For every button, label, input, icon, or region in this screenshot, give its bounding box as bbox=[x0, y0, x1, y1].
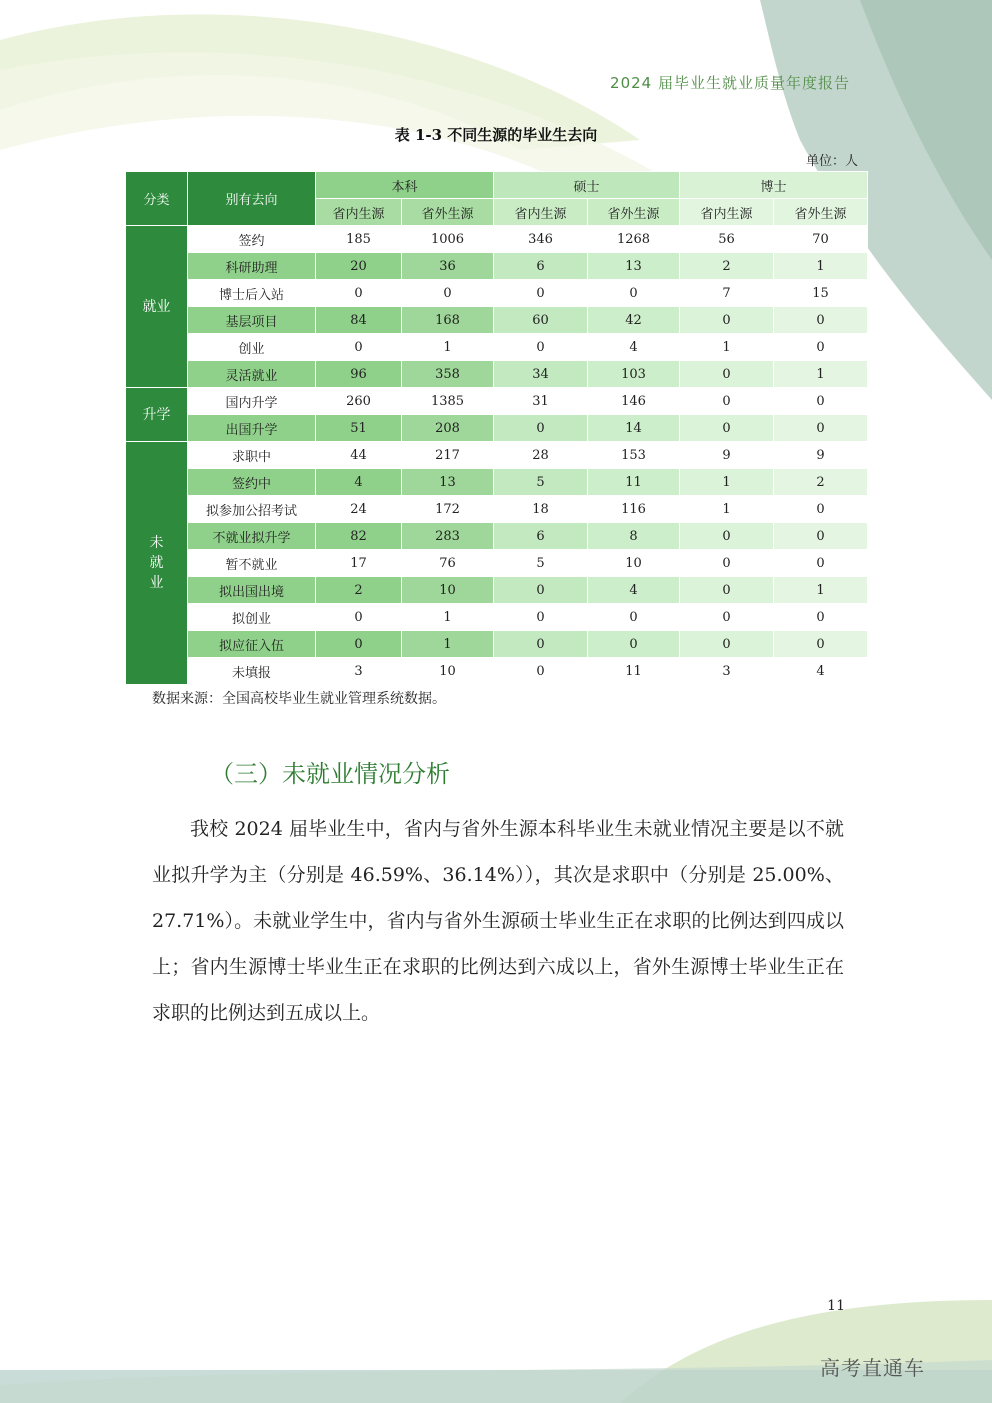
value-cell: 2 bbox=[774, 469, 868, 496]
value-cell: 283 bbox=[402, 523, 494, 550]
value-cell: 9 bbox=[774, 442, 868, 469]
section-paragraph: 我校 2024 届毕业生中，省内与省外生源本科毕业生未就业情况主要是以不就业拟升学为主（分别是 46.59%、36.14%）），其次是求职中（分别是 25.00%、27.71%）。未就业学生中，省内与省外生源硕士毕业生正在求职的比例达到四成以上；省内生源博士毕业生正在求职的比例达到六成以上，省外生源博士毕业生正在求职的比例达到五成以上。 bbox=[152, 818, 844, 1024]
table-row bbox=[126, 523, 868, 550]
table-row bbox=[126, 280, 868, 307]
header-group-doctor: 博士 bbox=[680, 172, 868, 199]
value-cell: 1 bbox=[402, 334, 494, 361]
value-cell: 10 bbox=[402, 577, 494, 604]
destination-label-cell: 创业 bbox=[188, 334, 316, 361]
value-cell: 0 bbox=[680, 307, 774, 334]
value-cell: 103 bbox=[588, 361, 680, 388]
value-cell: 15 bbox=[774, 280, 868, 307]
table-row bbox=[126, 334, 868, 361]
value-cell: 0 bbox=[316, 280, 402, 307]
value-cell: 31 bbox=[494, 388, 588, 415]
table-row bbox=[126, 604, 868, 631]
value-cell: 6 bbox=[494, 523, 588, 550]
value-cell: 116 bbox=[588, 496, 680, 523]
value-cell: 0 bbox=[680, 577, 774, 604]
value-cell: 4 bbox=[588, 577, 680, 604]
value-cell: 9 bbox=[680, 442, 774, 469]
value-cell: 0 bbox=[774, 496, 868, 523]
value-cell: 11 bbox=[588, 469, 680, 496]
value-cell: 24 bbox=[316, 496, 402, 523]
destination-label-cell: 拟创业 bbox=[188, 604, 316, 631]
table-row bbox=[126, 226, 868, 253]
header-sub: 省内生源 bbox=[680, 199, 774, 226]
section-heading: （三）未就业情况分析 bbox=[210, 760, 450, 788]
destination-label-cell: 灵活就业 bbox=[188, 361, 316, 388]
watermark-text: 高考直通车 bbox=[820, 1356, 925, 1380]
value-cell: 44 bbox=[316, 442, 402, 469]
header-sub: 省外生源 bbox=[774, 199, 868, 226]
value-cell: 11 bbox=[588, 658, 680, 685]
value-cell: 1268 bbox=[588, 226, 680, 253]
value-cell: 96 bbox=[316, 361, 402, 388]
header-sub: 省内生源 bbox=[316, 199, 402, 226]
value-cell: 5 bbox=[494, 469, 588, 496]
value-cell: 0 bbox=[494, 334, 588, 361]
value-cell: 208 bbox=[402, 415, 494, 442]
header-group-master: 硕士 bbox=[494, 172, 680, 199]
value-cell: 1 bbox=[402, 604, 494, 631]
value-cell: 0 bbox=[774, 631, 868, 658]
destination-label-cell: 签约 bbox=[188, 226, 316, 253]
value-cell: 14 bbox=[588, 415, 680, 442]
value-cell: 34 bbox=[494, 361, 588, 388]
destination-label-cell: 求职中 bbox=[188, 442, 316, 469]
table-row bbox=[126, 253, 868, 280]
value-cell: 0 bbox=[774, 388, 868, 415]
unit-label: 单位：人 bbox=[805, 154, 858, 169]
category-cell: 未就业 bbox=[126, 442, 188, 685]
value-cell: 0 bbox=[316, 334, 402, 361]
value-cell: 0 bbox=[680, 550, 774, 577]
destination-label-cell: 签约中 bbox=[188, 469, 316, 496]
value-cell: 1006 bbox=[402, 226, 494, 253]
value-cell: 0 bbox=[588, 604, 680, 631]
value-cell: 1 bbox=[402, 631, 494, 658]
value-cell: 51 bbox=[316, 415, 402, 442]
header-group-undergrad: 本科 bbox=[316, 172, 494, 199]
header-category: 分类 bbox=[126, 172, 188, 226]
value-cell: 1 bbox=[774, 253, 868, 280]
value-cell: 217 bbox=[402, 442, 494, 469]
value-cell: 6 bbox=[494, 253, 588, 280]
value-cell: 60 bbox=[494, 307, 588, 334]
page-number: 11 bbox=[827, 1298, 845, 1314]
table-row bbox=[126, 388, 868, 415]
value-cell: 1 bbox=[680, 334, 774, 361]
value-cell: 0 bbox=[316, 631, 402, 658]
table-row bbox=[126, 577, 868, 604]
value-cell: 0 bbox=[774, 307, 868, 334]
value-cell: 346 bbox=[494, 226, 588, 253]
value-cell: 358 bbox=[402, 361, 494, 388]
value-cell: 0 bbox=[494, 604, 588, 631]
value-cell: 260 bbox=[316, 388, 402, 415]
value-cell: 0 bbox=[494, 658, 588, 685]
value-cell: 0 bbox=[494, 577, 588, 604]
value-cell: 4 bbox=[774, 658, 868, 685]
value-cell: 0 bbox=[774, 604, 868, 631]
destination-label-cell: 拟出国出境 bbox=[188, 577, 316, 604]
table-row bbox=[126, 658, 868, 685]
value-cell: 0 bbox=[774, 415, 868, 442]
value-cell: 70 bbox=[774, 226, 868, 253]
value-cell: 8 bbox=[588, 523, 680, 550]
destination-label-cell: 未填报 bbox=[188, 658, 316, 685]
value-cell: 0 bbox=[402, 280, 494, 307]
value-cell: 17 bbox=[316, 550, 402, 577]
value-cell: 153 bbox=[588, 442, 680, 469]
header-sub: 省外生源 bbox=[588, 199, 680, 226]
table-row bbox=[126, 361, 868, 388]
value-cell: 28 bbox=[494, 442, 588, 469]
value-cell: 0 bbox=[494, 631, 588, 658]
value-cell: 0 bbox=[494, 280, 588, 307]
value-cell: 3 bbox=[316, 658, 402, 685]
value-cell: 10 bbox=[402, 658, 494, 685]
value-cell: 0 bbox=[316, 604, 402, 631]
value-cell: 1 bbox=[680, 469, 774, 496]
value-cell: 0 bbox=[680, 415, 774, 442]
value-cell: 0 bbox=[774, 550, 868, 577]
destination-label-cell: 不就业拟升学 bbox=[188, 523, 316, 550]
value-cell: 76 bbox=[402, 550, 494, 577]
value-cell: 7 bbox=[680, 280, 774, 307]
value-cell: 1 bbox=[680, 496, 774, 523]
value-cell: 18 bbox=[494, 496, 588, 523]
table-caption: 表 1-3 不同生源的毕业生去向 bbox=[394, 126, 598, 144]
table-row bbox=[126, 307, 868, 334]
header-sub: 省外生源 bbox=[402, 199, 494, 226]
table-row bbox=[126, 631, 868, 658]
destination-label-cell: 出国升学 bbox=[188, 415, 316, 442]
value-cell: 13 bbox=[588, 253, 680, 280]
value-cell: 84 bbox=[316, 307, 402, 334]
value-cell: 0 bbox=[680, 631, 774, 658]
value-cell: 146 bbox=[588, 388, 680, 415]
header-destination: 别有去向 bbox=[188, 172, 316, 226]
value-cell: 10 bbox=[588, 550, 680, 577]
value-cell: 2 bbox=[680, 253, 774, 280]
graduate-destination-table bbox=[125, 171, 868, 685]
value-cell: 2 bbox=[316, 577, 402, 604]
destination-label-cell: 科研助理 bbox=[188, 253, 316, 280]
value-cell: 5 bbox=[494, 550, 588, 577]
value-cell: 1385 bbox=[402, 388, 494, 415]
value-cell: 1 bbox=[774, 577, 868, 604]
value-cell: 0 bbox=[774, 334, 868, 361]
destination-label-cell: 博士后入站 bbox=[188, 280, 316, 307]
table-row bbox=[126, 550, 868, 577]
value-cell: 0 bbox=[680, 604, 774, 631]
value-cell: 0 bbox=[588, 280, 680, 307]
destination-label-cell: 基层项目 bbox=[188, 307, 316, 334]
destination-label-cell: 暂不就业 bbox=[188, 550, 316, 577]
header-sub: 省内生源 bbox=[494, 199, 588, 226]
category-cell: 就业 bbox=[126, 226, 188, 388]
destination-label-cell: 拟参加公招考试 bbox=[188, 496, 316, 523]
table-row bbox=[126, 496, 868, 523]
value-cell: 0 bbox=[680, 361, 774, 388]
value-cell: 20 bbox=[316, 253, 402, 280]
value-cell: 4 bbox=[316, 469, 402, 496]
value-cell: 185 bbox=[316, 226, 402, 253]
data-source-note: 数据来源：全国高校毕业生就业管理系统数据。 bbox=[152, 691, 446, 707]
report-header-title: 2024 届毕业生就业质量年度报告 bbox=[610, 74, 850, 92]
value-cell: 0 bbox=[494, 415, 588, 442]
value-cell: 56 bbox=[680, 226, 774, 253]
table-body bbox=[126, 226, 868, 685]
value-cell: 36 bbox=[402, 253, 494, 280]
value-cell: 172 bbox=[402, 496, 494, 523]
value-cell: 168 bbox=[402, 307, 494, 334]
table-row bbox=[126, 415, 868, 442]
table-row bbox=[126, 442, 868, 469]
value-cell: 13 bbox=[402, 469, 494, 496]
destination-label-cell: 国内升学 bbox=[188, 388, 316, 415]
value-cell: 0 bbox=[588, 631, 680, 658]
value-cell: 0 bbox=[774, 523, 868, 550]
value-cell: 0 bbox=[680, 388, 774, 415]
value-cell: 1 bbox=[774, 361, 868, 388]
destination-label-cell: 拟应征入伍 bbox=[188, 631, 316, 658]
value-cell: 82 bbox=[316, 523, 402, 550]
category-cell: 升学 bbox=[126, 388, 188, 442]
value-cell: 4 bbox=[588, 334, 680, 361]
table-row bbox=[126, 469, 868, 496]
value-cell: 0 bbox=[680, 523, 774, 550]
value-cell: 42 bbox=[588, 307, 680, 334]
value-cell: 3 bbox=[680, 658, 774, 685]
